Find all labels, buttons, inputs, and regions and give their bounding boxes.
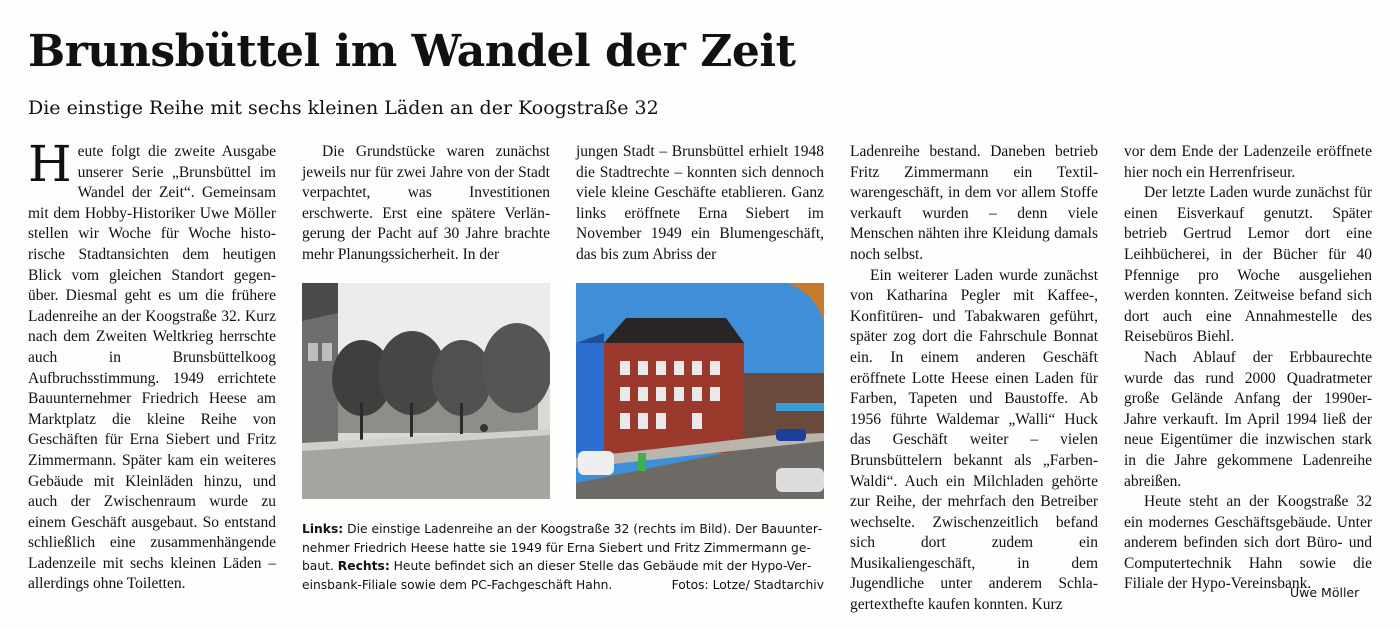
author-byline: Uwe Möller — [1290, 585, 1360, 600]
drop-cap: H — [28, 135, 72, 193]
historic-photo — [302, 283, 550, 499]
paragraph: Ein weiterer Laden wurde zunächst von Katharina Pegler mit Kaffee-, Konfitüren- und Tabakwaren geführt, später zog dort die Fahrschule Bonnat ein. In einem anderen Geschäft eröffnete Lotte Heese einen Laden für Farben, Tapeten und Baustoffe. Ab 1956 führte Waldemar „Walli“ Huck das Geschäft weiter – vielen Brunsbüttelern bekannt als „Farben-Waldi“. Auch ein Milchladen gehörte zur Reihe, der mehrfach den Betreiber wechselte. Zwischenzeitlich befand sich dort zudem ein Musikaliengeschäft, in dem Jugendliche unter anderem Schlagertexthefte kaufen konnten. Kurz — [850, 266, 1098, 614]
article-column-4 — [850, 142, 1098, 616]
paragraph: Die Grundstücke waren zunächst jeweils nur für zwei Jahre von der Stadt verpachtet, was Investitionen erschwerte. Erst eine spätere Verlängerung der Pacht auf 30 Jahre brachte mehr Planungssicherheit. In der — [302, 143, 550, 263]
current-photo — [576, 283, 824, 499]
caption-label-links: Links: — [302, 522, 344, 536]
article-column-1 — [28, 135, 276, 595]
article-column-5 — [1124, 142, 1372, 595]
article-column-3 — [576, 142, 824, 266]
paragraph: Nach Ablauf der Erbbaurechte wurde das rund 2000 Quadratmeter große Gelände Anfang der 1990er-Jahre verkauft. Im April 1994 ließ der neue Eigentümer die inzwischen stark in die Jahre gekommene Ladenreihe abreißen. — [1124, 348, 1372, 490]
paragraph: vor dem Ende der Ladenzeile eröffnete hier noch ein Herrenfriseur. — [1124, 143, 1372, 181]
subheadline: Die einstige Reihe mit sechs kleinen Läden an der Koogstraße 32 — [28, 97, 659, 119]
photo-credit: Fotos: Lotze/ Stadtarchiv — [671, 577, 824, 592]
paragraph: Ladenreihe bestand. Daneben betrieb Fritz Zimmermann ein Textilwarengeschäft, in dem vor allem Stoffe verkauft wurden – denn viele Menschen nähten ihre Kleidung damals noch selbst. — [850, 143, 1098, 263]
photo-caption — [302, 520, 824, 594]
paragraph: jungen Stadt – Brunsbüttel erhielt 1948 die Stadtrechte – konnten sich dennoch viele kleine Geschäfte etablieren. Ganz links eröffnete Erna Siebert im November 1949 ein Blumengeschäft, das bis zum Abriss der — [576, 143, 824, 263]
paragraph: Der letzte Laden wurde zunächst für einen Eisverkauf genutzt. Später betrieb Gertrud Lemor dort eine Leihbücherei, in der Bücher für 40 Pfennige pro Woche ausgeliehen werden konnten. Zeitweise befand sich dort auch eine Annahmestelle des Reisebüros Biehl. — [1124, 184, 1372, 346]
paragraph: Heute steht an der Koogstraße 32 ein modernes Geschäftsgebäude. Unter anderem befinden sich dort Büro- und Computertechnik Hahn sowie die Filiale der Hypo-Vereinsbank. — [1124, 493, 1372, 593]
headline: Brunsbüttel im Wandel der Zeit — [28, 26, 796, 77]
paragraph: eute folgt die zweite Ausgabe unserer Serie „Brunsbüttel im Wandel der Zeit“. Gemeinsam mit dem Hobby-Historiker Uwe Möller stellen wir Woche für Woche historische Stadtansichten dem heutigen Blick vom gleichen Standort gegenüber. Diesmal geht es um die frühere Ladenreihe an der Koogstraße 32. Kurz nach dem Zweiten Weltkrieg herrschte auch in Brunsbüttelkoog Aufbruchsstimmung. 1949 errichtete Bauunternehmer Friedrich Heese am Marktplatz die kleine Reihe von Geschäften für Erna Siebert und Fritz Zimmermann. Später kam ein weiteres Gebäude mit Kleinläden hinzu, und auch der Zwischenraum wurde zu einem Geschäft ausgebaut. So entstand schließlich eine zusammenhängende Ladenzeile mit sechs kleinen Läden – allerdings ohne Toiletten. — [28, 143, 276, 593]
article-column-2 — [302, 142, 550, 266]
caption-text-rechts: Heute befindet sich an dieser Stelle das Gebäude mit der Hypo-Vereinsbank-Filiale sowie dem PC-Fachgeschäft Hahn. — [302, 559, 812, 592]
caption-label-rechts: Rechts: — [337, 559, 390, 573]
caption-text-links: Die einstige Ladenreihe an der Koogstraße 32 (rechts im Bild). Der Bauunternehmer Friedrich Heese hatte sie 1949 für Erna Siebert und Fritz Zimmermann gebaut. — [302, 522, 823, 573]
